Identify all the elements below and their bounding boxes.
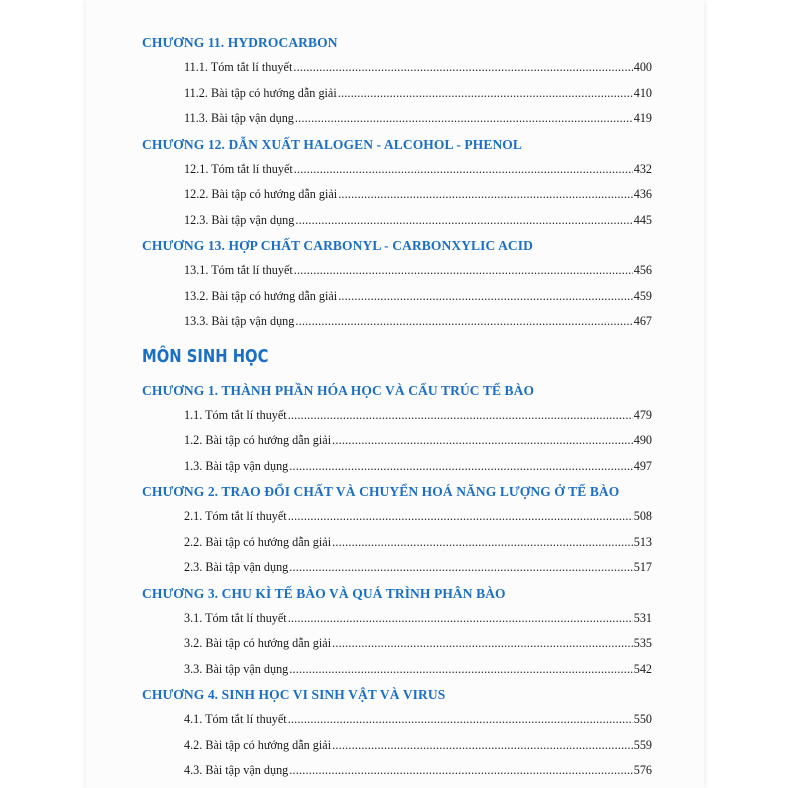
toc-entry (184, 555, 652, 581)
dot-leader (338, 182, 633, 208)
toc-entry (184, 758, 652, 784)
toc-entry-page-number: 467 (633, 314, 652, 328)
dot-leader (293, 55, 632, 81)
toc-entry (184, 733, 652, 759)
dot-leader (338, 81, 633, 107)
toc-entry-label: 4.2. Bài tập có hướng dẫn giải (184, 737, 332, 752)
dot-leader (288, 403, 633, 429)
toc-entry-label: 13.3. Bài tập vận dụng (184, 314, 295, 328)
dot-leader (289, 555, 632, 581)
toc-entry (184, 403, 652, 429)
subject-heading: MÔN SINH HỌC (142, 345, 269, 367)
toc-entry-label: 4.1. Tóm tắt lí thuyết (184, 712, 287, 726)
dot-leader (338, 284, 633, 310)
toc-entry-label: 1.2. Bài tập có hướng dẫn giải (184, 433, 332, 447)
dot-leader (332, 631, 633, 657)
toc-entry (184, 284, 652, 310)
toc-entry (184, 106, 652, 132)
toc-entry-label: 13.2. Bài tập có hướng dẫn giải (184, 288, 338, 303)
toc-entry-label: 12.2. Bài tập có hướng dẫn giải (184, 187, 338, 201)
toc-entry-label: 2.3. Bài tập vận dụng (184, 560, 289, 574)
toc-entry-label: 3.2. Bài tập có hướng dẫn giải (184, 636, 332, 650)
toc-entry-page-number: 456 (633, 263, 652, 277)
dot-leader (288, 504, 633, 530)
toc-entry (184, 530, 652, 556)
toc-entry (184, 258, 652, 284)
toc-entry-label: 11.1. Tóm tắt lí thuyết (184, 60, 293, 74)
toc-entry-page-number: 576 (633, 763, 652, 777)
toc-entry (184, 157, 652, 183)
toc-entry (184, 707, 652, 733)
toc-entry-page-number: 436 (633, 187, 652, 201)
chapter-heading: CHƯƠNG 11. HYDROCARBON (142, 35, 338, 50)
dot-leader (332, 530, 633, 556)
toc-entry (184, 454, 652, 480)
toc-entry-page-number: 459 (633, 288, 652, 303)
chapter-heading: CHƯƠNG 2. TRAO ĐỔI CHẤT VÀ CHUYỂN HOÁ NĂNG LƯỢNG Ở TẾ BÀO (142, 484, 620, 499)
toc-entry-label: 3.1. Tóm tắt lí thuyết (184, 610, 287, 625)
table-of-contents (142, 30, 652, 784)
toc-entry-label: 11.3. Bài tập vận dụng (184, 111, 294, 125)
toc-entry (184, 428, 652, 454)
toc-entry-label: 11.2. Bài tập có hướng dẫn giải (184, 85, 337, 100)
toc-entry-page-number: 531 (633, 610, 652, 625)
toc-entry-label: 1.3. Bài tập vận dụng (184, 458, 289, 473)
toc-entry-page-number: 410 (633, 85, 652, 100)
toc-entry-label: 13.1. Tóm tắt lí thuyết (184, 263, 293, 277)
dot-leader (294, 157, 633, 183)
toc-entry-page-number: 490 (633, 433, 652, 447)
toc-entry-page-number: 513 (633, 534, 652, 549)
chapter-heading: CHƯƠNG 12. DẪN XUẤT HALOGEN - ALCOHOL - PHENOL (142, 136, 523, 152)
document-page (86, 0, 704, 788)
toc-entry-label: 2.1. Tóm tắt lí thuyết (184, 509, 287, 523)
toc-entry (184, 208, 652, 234)
chapter-heading: CHƯƠNG 13. HỢP CHẤT CARBONYL - CARBONXYLIC ACID (142, 238, 533, 253)
toc-entry-page-number: 559 (633, 737, 652, 752)
toc-entry-label: 12.3. Bài tập vận dụng (184, 212, 295, 227)
toc-entry-page-number: 445 (633, 212, 652, 227)
dot-leader (332, 428, 633, 454)
toc-entry-label: 2.2. Bài tập có hướng dẫn giải (184, 534, 332, 549)
toc-entry (184, 606, 652, 632)
toc-entry-page-number: 432 (633, 161, 652, 176)
chapter-heading: CHƯƠNG 4. SINH HỌC VI SINH VẬT VÀ VIRUS (142, 687, 446, 702)
toc-entry-page-number: 479 (633, 407, 652, 422)
toc-entry-page-number: 419 (633, 111, 652, 125)
dot-leader (294, 258, 633, 284)
dot-leader (288, 606, 633, 632)
dot-leader (289, 657, 632, 683)
toc-entry-page-number: 400 (633, 60, 652, 74)
dot-leader (295, 208, 632, 234)
chapter-heading: CHƯƠNG 3. CHU KÌ TẾ BÀO VÀ QUÁ TRÌNH PHÂN BÀO (142, 585, 506, 601)
toc-entry-page-number: 550 (633, 712, 652, 726)
toc-entry (184, 631, 652, 657)
toc-entry-label: 1.1. Tóm tắt lí thuyết (184, 407, 287, 422)
dot-leader (295, 106, 633, 132)
toc-entry (184, 182, 652, 208)
toc-entry-label: 4.3. Bài tập vận dụng (184, 763, 289, 777)
toc-entry-page-number: 497 (633, 458, 652, 473)
dot-leader (288, 707, 633, 733)
toc-entry (184, 504, 652, 530)
chapter-heading: CHƯƠNG 1. THÀNH PHẦN HÓA HỌC VÀ CẤU TRÚC TẾ BÀO (142, 382, 535, 398)
toc-entry (184, 309, 652, 335)
toc-entry-page-number: 508 (633, 509, 652, 523)
dot-leader (289, 758, 632, 784)
dot-leader (332, 733, 633, 759)
toc-entry (184, 81, 652, 107)
toc-entry (184, 657, 652, 683)
toc-entry (184, 55, 652, 81)
toc-entry-page-number: 517 (633, 560, 652, 574)
toc-entry-label: 12.1. Tóm tắt lí thuyết (184, 161, 293, 176)
toc-entry-page-number: 535 (633, 636, 652, 650)
toc-entry-label: 3.3. Bài tập vận dụng (184, 661, 289, 676)
dot-leader (295, 309, 632, 335)
toc-entry-page-number: 542 (633, 661, 652, 676)
dot-leader (289, 454, 632, 480)
